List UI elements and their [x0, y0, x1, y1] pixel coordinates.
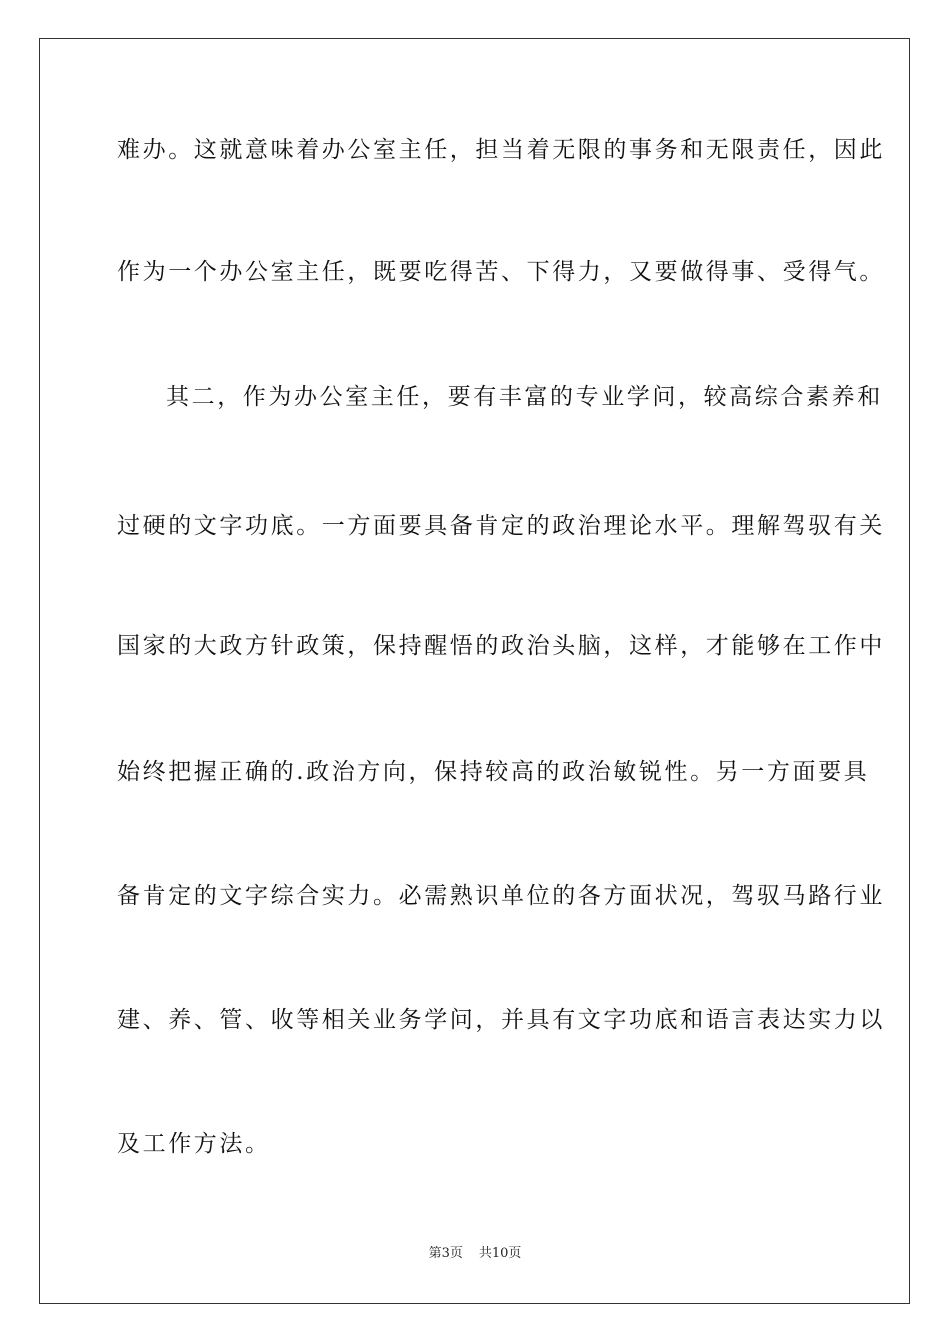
text-line: 过硬的文字功底。一方面要具备肯定的政治理论水平。理解驾驭有关 [117, 513, 885, 539]
text-line: 作为一个办公室主任，既要吃得苦、下得力，又要做得事、受得气。 [117, 259, 885, 285]
page-footer [0, 1245, 950, 1263]
text-line: 始终把握正确的.政治方向，保持较高的政治敏锐性。另一方面要具 [117, 759, 870, 785]
text-line: 备肯定的文字综合实力。必需熟识单位的各方面状况，驾驭马路行业 [117, 883, 885, 909]
page-border [39, 38, 910, 1304]
text-line: 建、养、管、收等相关业务学问，并具有文字功底和语言表达实力以 [117, 1007, 885, 1033]
page-number-total: 共10页 [478, 1246, 522, 1261]
text-line: 国家的大政方针政策，保持醒悟的政治头脑，这样，才能够在工作中 [117, 633, 885, 659]
page-number-current: 第3页 [428, 1246, 463, 1261]
text-line-paragraph-start: 其二，作为办公室主任，要有丰富的专业学问，较高综合素养和 [166, 384, 883, 410]
text-line: 及工作方法。 [117, 1131, 271, 1157]
text-line: 难办。这就意味着办公室主任，担当着无限的事务和无限责任，因此 [117, 137, 885, 163]
